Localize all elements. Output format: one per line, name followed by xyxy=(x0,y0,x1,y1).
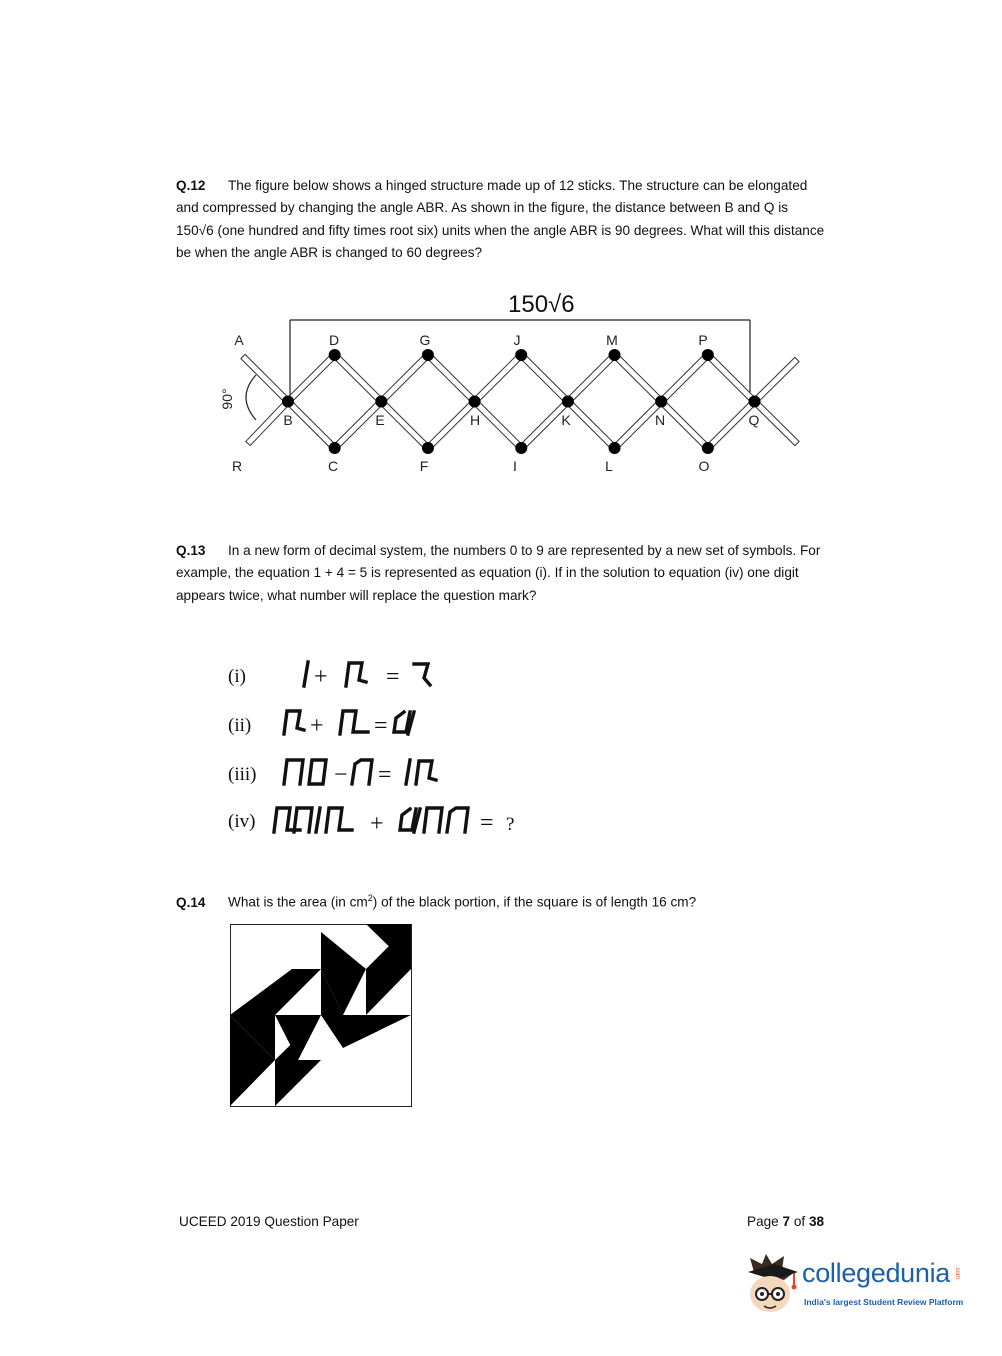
hinge-joint xyxy=(515,349,527,361)
symbol-three xyxy=(352,760,372,784)
question-number: Q.12 xyxy=(176,178,206,193)
angle-arc xyxy=(246,375,256,420)
symbol-one xyxy=(304,662,308,686)
operator: + xyxy=(310,713,324,739)
operator: + xyxy=(314,664,328,690)
label-K: K xyxy=(561,412,571,428)
page-current: 7 xyxy=(782,1214,791,1229)
hinge-joint xyxy=(749,396,761,408)
label-H: H xyxy=(469,412,481,428)
symbol-three xyxy=(447,808,468,832)
question-text-before: What is the area (in cm xyxy=(228,894,368,910)
label-C: C xyxy=(327,458,339,474)
label-F: F xyxy=(419,458,429,474)
angle-label: 90° xyxy=(219,388,235,410)
hinge-joint xyxy=(375,396,387,408)
stick xyxy=(612,353,663,404)
hinge-joint xyxy=(562,396,574,408)
symbol-four xyxy=(284,711,304,734)
hinge-joint xyxy=(422,442,434,454)
mascot-icon xyxy=(740,1250,800,1320)
stick xyxy=(241,354,290,403)
footer-title: UCEED 2019 Question Paper xyxy=(179,1214,359,1229)
superscript: 2 xyxy=(367,893,373,903)
stick xyxy=(426,353,477,404)
stick xyxy=(379,353,430,404)
equation-label: (ii) xyxy=(228,715,252,736)
equation-label: (iv) xyxy=(228,811,256,832)
hinge-joint xyxy=(282,396,294,408)
operator: = xyxy=(374,713,388,739)
sticks xyxy=(241,353,799,450)
operator: = xyxy=(480,810,494,836)
equation-label: (i) xyxy=(228,666,246,687)
equation-label: (iii) xyxy=(228,764,257,785)
hinge-joints xyxy=(282,349,761,454)
collegedunia-logo[interactable] xyxy=(740,1250,980,1320)
question-14 xyxy=(176,887,826,914)
hinge-joint xyxy=(422,349,434,361)
label-B: B xyxy=(283,412,293,428)
stick xyxy=(566,399,617,450)
symbol-two xyxy=(340,711,368,734)
symbol-six xyxy=(400,809,420,832)
stick xyxy=(659,399,710,450)
label-J: J xyxy=(513,332,521,348)
symbol-four xyxy=(346,663,366,686)
symbol-zero xyxy=(309,760,326,784)
stick xyxy=(379,399,430,450)
stick xyxy=(286,399,337,450)
hinge-joint xyxy=(609,349,621,361)
label-D: D xyxy=(328,332,340,348)
label-R: R xyxy=(231,458,243,474)
stick xyxy=(469,399,523,450)
page-prefix: Page xyxy=(747,1214,783,1229)
question-number: Q.14 xyxy=(176,894,206,910)
question-text: The figure below shows a hinged structure made up of 12 sticks. The structure can be elongated and compressed by changing the angle ABR. As shown in the figure, the distance between B and Q is 150√6 (one hundred and fifty times root six) units when the angle ABR is 90 degrees. What will this distance be when the angle ABR is changed to 60 degrees? xyxy=(176,178,825,260)
label-G: G xyxy=(419,332,431,348)
question-13 xyxy=(176,540,826,607)
logo-suffix: .com xyxy=(954,1266,960,1280)
stick xyxy=(752,357,799,403)
label-I: I xyxy=(513,458,517,474)
page-mid: of xyxy=(790,1214,809,1229)
stick xyxy=(566,353,617,404)
label-P: P xyxy=(698,332,708,348)
hinge-joint xyxy=(329,349,341,361)
label-Q: Q xyxy=(748,412,760,428)
operator: = xyxy=(378,762,392,788)
square-figure xyxy=(230,924,412,1107)
label-M: M xyxy=(606,332,618,348)
hinged-structure-figure xyxy=(0,0,1002,520)
symbol-four xyxy=(416,761,436,784)
question-text-after: ) of the black portion, if the square is of length 16 cm? xyxy=(372,894,697,910)
question-text: In a new form of decimal system, the numbers 0 to 9 are represented by a new set of symbols. For example, the equation 1 + 4 = 5 is represented as equation (i). If in the solution to equation (iv) one digit appears twice, what number will replace the question mark? xyxy=(176,543,821,603)
symbol-two xyxy=(326,808,352,832)
symbol-six xyxy=(394,712,414,734)
label-E: E xyxy=(375,412,385,428)
hinge-joint xyxy=(609,442,621,454)
symbol-equations xyxy=(228,650,548,850)
label-L: L xyxy=(605,458,613,474)
dimension-label: 150√6 xyxy=(508,291,575,318)
stick xyxy=(472,353,523,404)
hinge-joint xyxy=(655,396,667,408)
question-number: Q.13 xyxy=(176,543,206,558)
page-total: 38 xyxy=(808,1214,825,1229)
hinge-joint xyxy=(469,396,481,408)
symbol-one xyxy=(406,760,410,784)
hinge-joint xyxy=(702,349,714,361)
equation-iv xyxy=(228,808,514,837)
symbol-seven xyxy=(424,808,442,832)
stick xyxy=(659,353,710,404)
stick xyxy=(286,353,337,404)
logo-wordmark: collegedunia xyxy=(802,1258,951,1288)
symbol-one xyxy=(316,808,320,832)
equation-i xyxy=(228,662,430,690)
symbol-five xyxy=(414,664,430,685)
symbol-seven xyxy=(284,760,303,784)
hinge-joint xyxy=(515,442,527,454)
equation-iii xyxy=(228,760,436,788)
stick xyxy=(519,353,570,404)
page-number xyxy=(747,1214,824,1229)
operator: − xyxy=(334,762,348,788)
operator: = xyxy=(386,664,400,690)
operator: + xyxy=(370,811,384,837)
label-A: A xyxy=(234,332,244,348)
stick xyxy=(706,353,757,404)
hinge-joint xyxy=(329,442,341,454)
question-mark: ? xyxy=(506,814,515,835)
equation-ii xyxy=(228,711,414,739)
label-N: N xyxy=(654,412,666,428)
logo-tagline: India's largest Student Review Platform xyxy=(804,1297,964,1307)
label-O: O xyxy=(698,458,710,474)
hinge-joint xyxy=(702,442,714,454)
stick xyxy=(333,353,384,404)
